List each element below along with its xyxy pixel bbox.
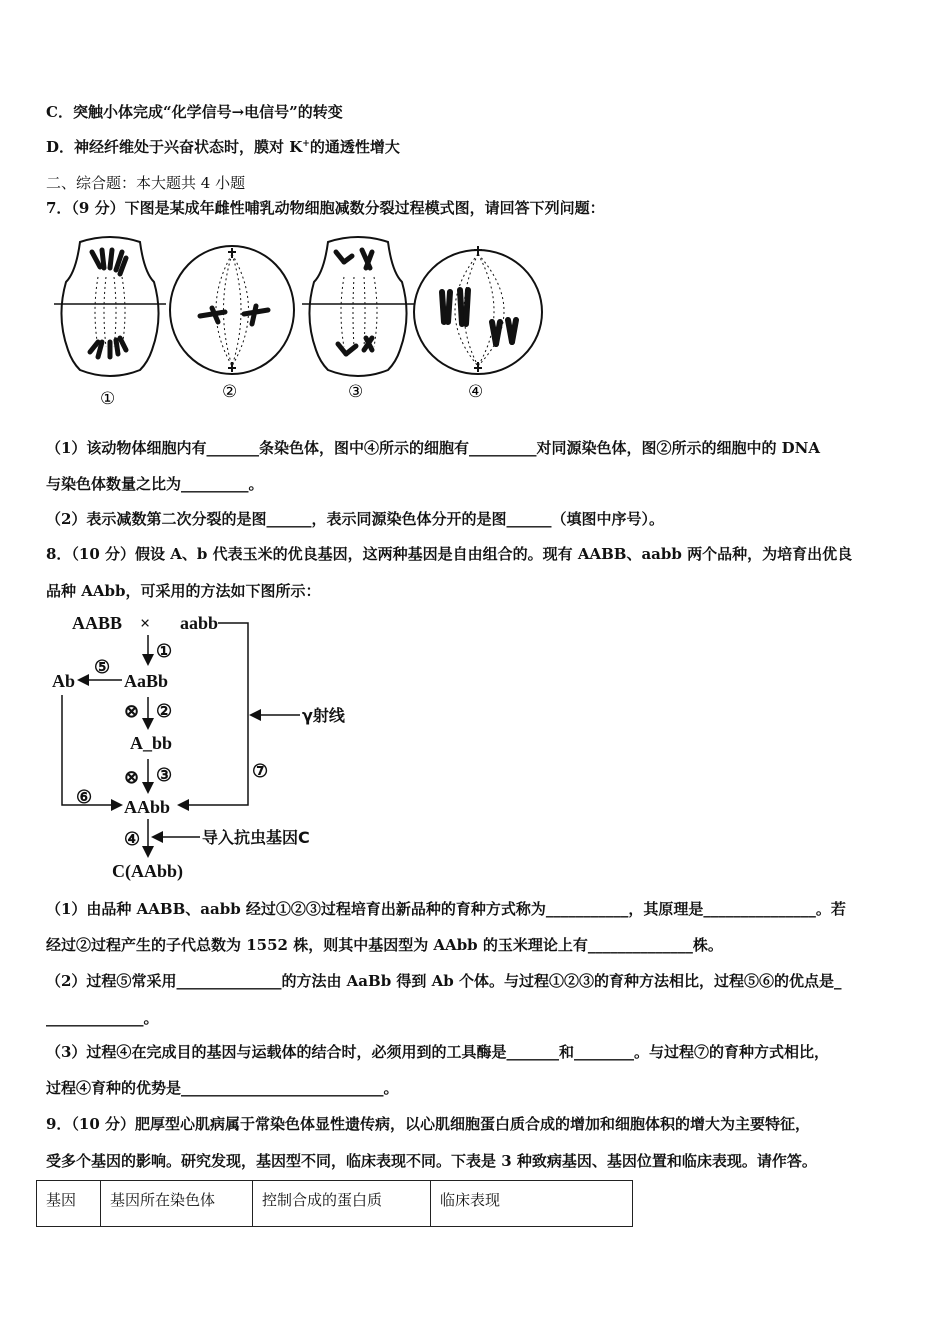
cell-label-4: ④ (468, 382, 484, 402)
header-gene: 基因 (37, 1181, 101, 1227)
question-9-stem-b: 受多个基因的影响。研究发现，基因型不同，临床表现不同。下表是 3 种致病基因、基因位置和临床表现。请作答。 (46, 1152, 817, 1170)
step-2-label: ② (156, 701, 173, 721)
option-d-text: D．神经纤维处于兴奋状态时，膜对 K (46, 138, 303, 156)
header-chromosome: 基因所在染色体 (101, 1181, 253, 1227)
question-8-part-1a: （1）由品种 AABB、aabb 经过①②③过程培育出新品种的育种方式称为___________，其原理是_______________。若 (46, 900, 846, 918)
breeding-scheme-figure (40, 605, 380, 890)
option-c: C．突触小体完成“化学信号→电信号”的转变 (46, 103, 343, 121)
haploid-ab: Ab (52, 671, 76, 691)
meiosis-cells-figure (40, 232, 550, 412)
option-d-superscript: + (302, 139, 310, 149)
option-d-text-end: 的通透性增大 (309, 138, 400, 156)
header-clinical: 临床表现 (431, 1181, 633, 1227)
question-7-part-1b: 与染色体数量之比为_________。 (46, 475, 264, 493)
step-7-label: ⑦ (252, 761, 269, 781)
transgenic-c: C(AAbb) (112, 861, 184, 881)
question-8-part-1b: 经过②过程产生的子代总数为 1552 株，则其中基因型为 AAbb 的玉米理论上有______________株。 (46, 936, 723, 954)
cell-3 (302, 237, 414, 402)
target-aabb: AAbb (124, 797, 171, 817)
cross-symbol: × (140, 613, 151, 633)
header-protein: 控制合成的蛋白质 (253, 1181, 431, 1227)
cell-label-1: ① (100, 389, 116, 409)
parent-aabb-recessive: aabb (180, 613, 219, 633)
import-gene-label: 导入抗虫基因C (202, 828, 310, 847)
step-1-label: ① (156, 641, 173, 661)
question-9-stem-a: 9．（10 分）肥厚型心肌病属于常染色体显性遗传病，以心肌细胞蛋白质合成的增加和细胞体积的增大为主要特征， (46, 1115, 811, 1133)
cell-label-3: ③ (348, 382, 364, 402)
question-8-stem-b: 品种 AAbb，可采用的方法如下图所示： (46, 582, 321, 600)
section-heading: 二、综合题：本大题共 4 小题 (46, 174, 246, 192)
question-8-part-3a: （3）过程④在完成目的基因与运载体的结合时，必须用到的工具酶是_______和________。与过程⑦的育种方式相比， (46, 1043, 829, 1061)
cell-1 (54, 237, 166, 409)
step-3-label: ③ (156, 765, 173, 785)
gamma-ray-label: γ射线 (302, 706, 345, 725)
cell-4 (414, 246, 542, 402)
step-6-label: ⑥ (76, 787, 93, 807)
parent-aabb-dominant: AABB (72, 613, 123, 633)
question-8-part-2b: _____________。 (46, 1009, 159, 1027)
selfing-symbol-3: ⊗ (124, 767, 140, 787)
cell-2 (170, 246, 294, 402)
step-5-label: ⑤ (94, 657, 111, 677)
cell-label-2: ② (222, 382, 238, 402)
question-7-part-1a: （1）该动物体细胞内有_______条染色体，图中④所示的细胞有_________对同源染色体，图②所示的细胞中的 DNA (46, 439, 821, 457)
step-4-label: ④ (124, 829, 141, 849)
question-7-part-2: （2）表示减数第二次分裂的是图______，表示同源染色体分开的是图______（填图中序号）。 (46, 510, 664, 528)
question-7-stem: 7．（9 分）下图是某成年雌性哺乳动物细胞减数分裂过程模式图，请回答下列问题： (46, 199, 605, 217)
offspring-a-bb: A_bb (130, 733, 173, 753)
selfing-symbol-2: ⊗ (124, 701, 140, 721)
table-header-row (37, 1181, 633, 1227)
question-8-part-2a: （2）过程⑤常采用______________的方法由 AaBb 得到 Ab 个体。与过程①②③的育种方法相比，过程⑤⑥的优点是_ (46, 972, 842, 990)
gene-table (36, 1180, 633, 1227)
question-8-stem-a: 8．（10 分）假设 A、b 代表玉米的优良基因，这两种基因是自由组合的。现有 AABB、aabb 两个品种，为培育出优良 (46, 545, 853, 563)
question-8-part-3b: 过程④育种的优势是___________________________。 (46, 1079, 399, 1097)
option-d (46, 136, 400, 157)
f1-aabb: AaBb (124, 671, 169, 691)
